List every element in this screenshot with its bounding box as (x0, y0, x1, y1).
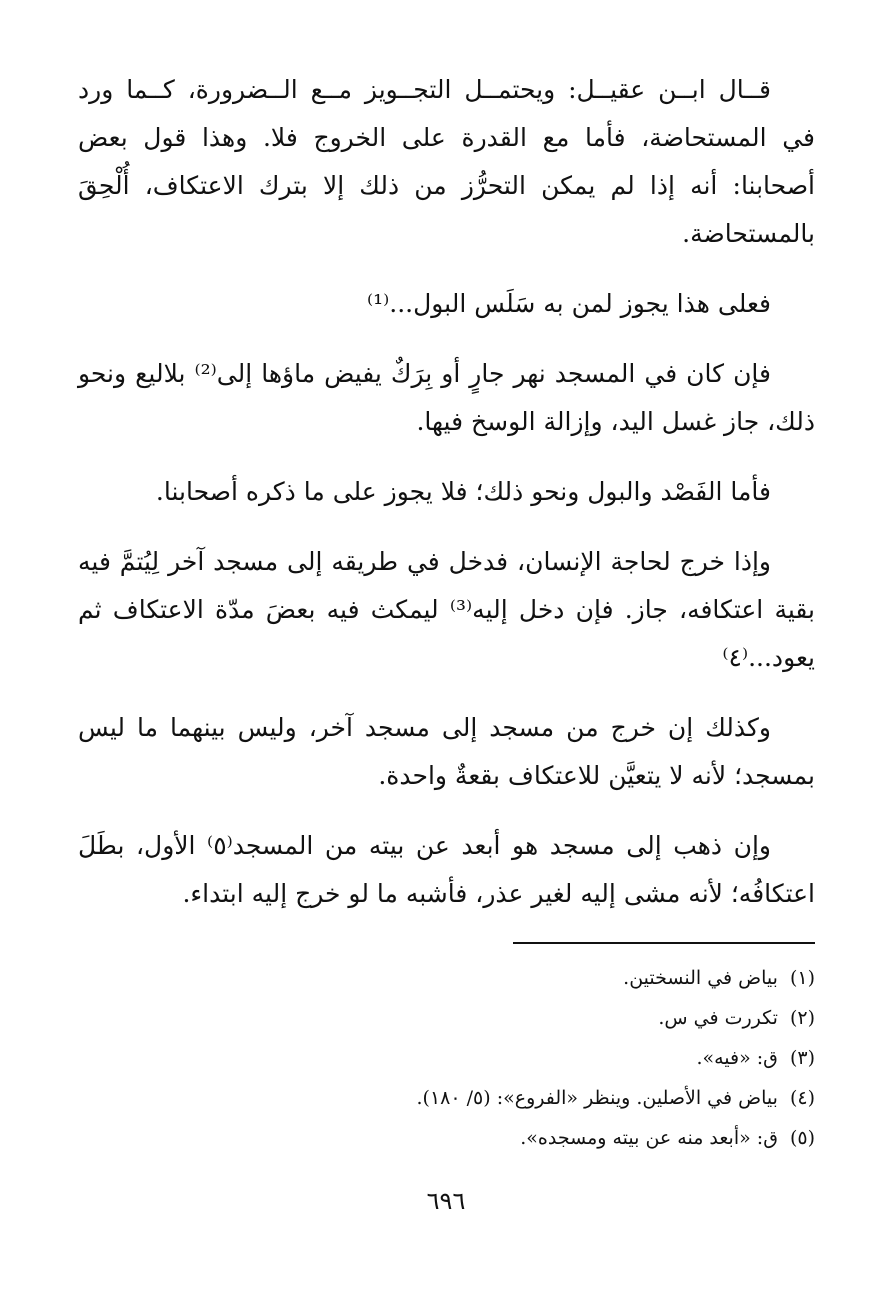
footnote-number: (٣) (789, 1047, 815, 1069)
footnote-number: (٢) (789, 1007, 815, 1029)
paragraph-3: فإن كان في المسجد نهر جارٍ أو بِرَكٌ يفيض ماؤها إلى⁽²⁾ بلاليع ونحو ذلك، جاز غسل اليد، وإزالة الوسخ فيها. (78, 359, 815, 436)
footnote-text: بياض في النسختين. (623, 967, 778, 989)
footnote-separator (513, 942, 815, 944)
footnote-text: بياض في الأصلين. وينظر «الفروع»: (٥/ ١٨٠). (416, 1087, 778, 1109)
paragraph-1: قــال ابــن عقيــل: ويحتمــل التجــويز مــع الــضرورة، كــما ورد في المستحاضة، فأما مع القدرة على الخروج فلا. وهذا قول بعض أصحابنا: أنه إذا لم يمكن التحرُّز من ذلك إلا بترك الاعتكاف، أُلْحِقَ بالمستحاضة. (78, 75, 815, 248)
footnote (78, 1038, 815, 1078)
footnote (78, 1078, 815, 1118)
paragraph-2: فعلى هذا يجوز لمن به سَلَس البول...⁽¹⁾ (366, 289, 771, 318)
footnote-number: (٤) (789, 1087, 815, 1109)
footnote (78, 998, 815, 1038)
footnote-number: (١) (789, 967, 815, 989)
footnote (78, 1118, 815, 1158)
footnote-number: (٥) (789, 1127, 815, 1149)
footnote-text: ق: «فيه». (696, 1047, 778, 1069)
footnote-text: ق: «أبعد منه عن بيته ومسجده». (520, 1127, 778, 1149)
footnotes-list (78, 958, 815, 1158)
paragraph-7: وإن ذهب إلى مسجد هو أبعد عن بيته من المسجد⁽٥⁾ الأول، بطَلَ اعتكافُه؛ لأنه مشى إليه لغير عذر، فأشبه ما لو خرج إليه ابتداء. (78, 831, 815, 908)
paragraph-4: فأما الفَصْد والبول ونحو ذلك؛ فلا يجوز على ما ذكره أصحابنا. (155, 477, 771, 506)
footnote (78, 958, 815, 998)
page-number: ٦٩٦ (426, 1187, 466, 1215)
footnote-text: تكررت في س. (658, 1007, 778, 1029)
main-text (78, 66, 815, 918)
paragraph-6: وكذلك إن خرج من مسجد إلى مسجد آخر، وليس بينهما ما ليس بمسجد؛ لأنه لا يتعيَّن للاعتكاف بقعةٌ واحدة. (78, 713, 815, 790)
paragraph-5: وإذا خرج لحاجة الإنسان، فدخل في طريقه إلى مسجد آخر لِيُتمَّ فيه بقية اعتكافه، جاز. فإن دخل إليه⁽³⁾ ليمكث فيه بعضَ مدّة الاعتكاف ثم يعود...⁽٤⁾ (78, 547, 815, 672)
